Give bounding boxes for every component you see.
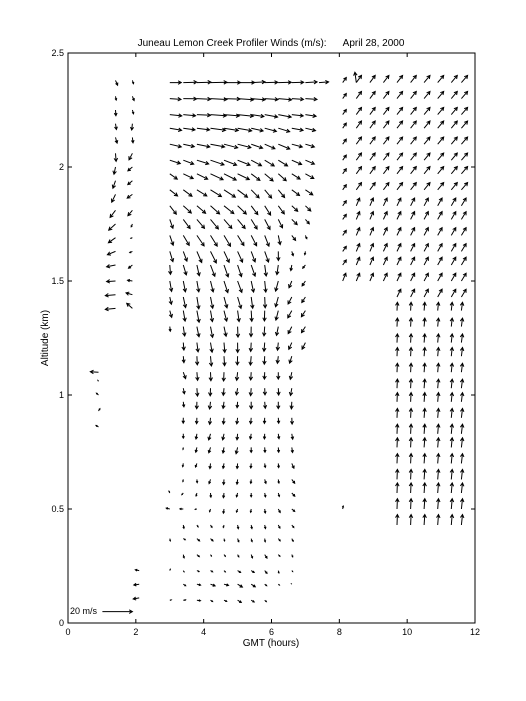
y-tick-label: 2.5 xyxy=(51,48,64,58)
y-tick-label: 0.5 xyxy=(51,504,64,514)
y-axis-label: Altitude (km) xyxy=(40,309,51,367)
reference-vector-label: 20 m/s xyxy=(70,606,98,616)
wind-vector-arrow xyxy=(183,447,184,449)
x-tick-label: 4 xyxy=(201,627,207,637)
x-tick-label: 6 xyxy=(268,627,275,637)
x-tick-label: 2 xyxy=(133,627,139,637)
wind-vector-arrow xyxy=(183,571,184,572)
x-tick-label: 10 xyxy=(402,627,413,637)
x-tick-label: 0 xyxy=(65,627,71,637)
chart-title: Juneau Lemon Creek Profiler Winds (m/s): April 28, 2000 xyxy=(137,38,405,49)
y-tick-label: 0 xyxy=(58,618,64,628)
y-tick-label: 2 xyxy=(58,162,64,172)
wind-vector-arrow xyxy=(170,600,172,601)
wind-vector-arrow xyxy=(195,509,197,510)
wind-vector-arrow xyxy=(170,569,171,571)
x-tick-label: 12 xyxy=(469,627,481,637)
wind-vector-arrow xyxy=(98,380,99,381)
wind-vector-arrow xyxy=(131,238,133,239)
y-tick-label: 1 xyxy=(58,390,64,400)
x-axis-label: GMT (hours) xyxy=(242,638,300,649)
wind-vector-arrow xyxy=(292,571,293,572)
y-tick-label: 1.5 xyxy=(51,276,64,286)
x-tick-label: 8 xyxy=(336,627,342,637)
